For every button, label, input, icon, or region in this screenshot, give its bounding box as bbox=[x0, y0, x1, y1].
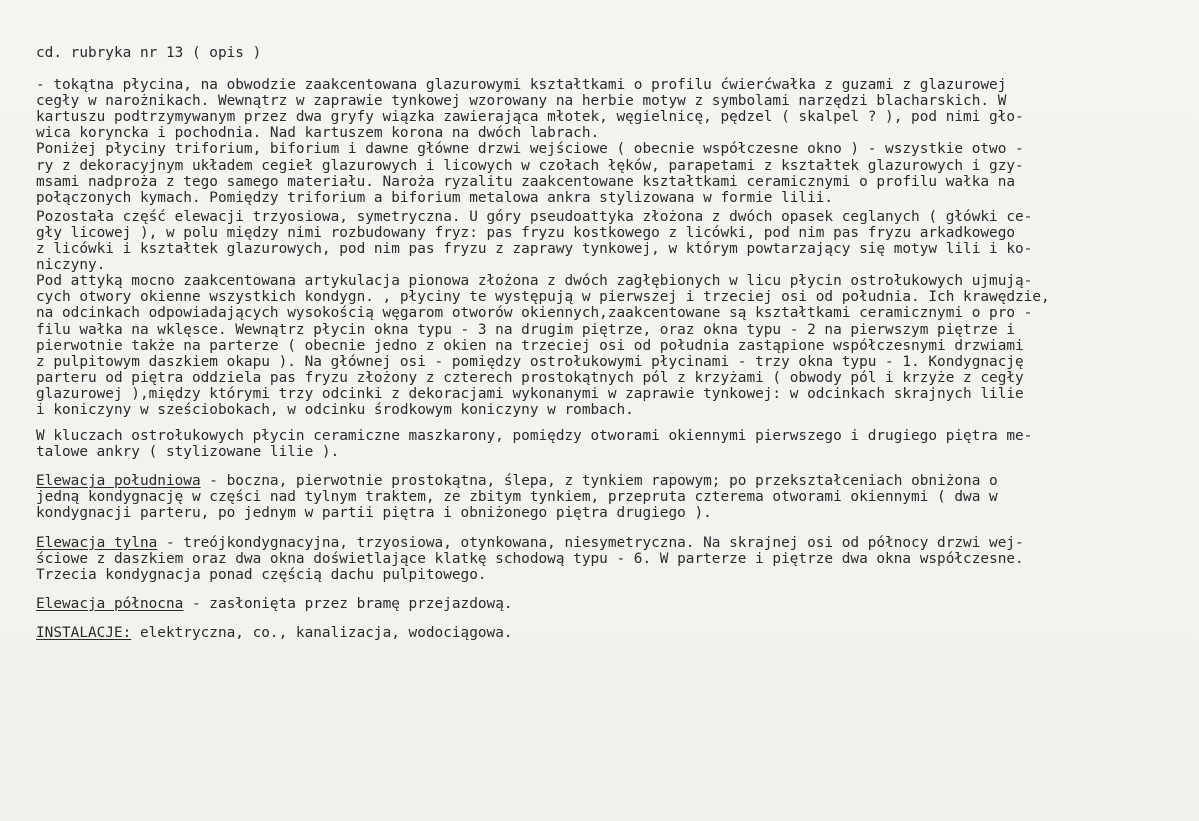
text-line: ry z dekoracyjnym układem cegieł glazurowych i licowych w czołach łęków, parapetami z kształtek glazurowych i gzy- bbox=[36, 157, 1024, 174]
text-line: z pulpitowym daszkiem okapu ). Na głównej osi - pomiędzy ostrołukowymi płycinami - trzy okna typu - 1. Kondygnację bbox=[36, 353, 1024, 370]
text-line: cegły w narożnikach. Wewnątrz w zaprawie tynkowej wzorowany na herbie motyw z symbolami narzędzi blacharskich. W bbox=[36, 93, 1007, 110]
text-line: - tokątna płycina, na obwodzie zaakcentowana glazurowymi kształtkami o profilu ćwierćwałka z guzami z glazurowej bbox=[36, 77, 1007, 94]
text-line: ściowe z daszkiem oraz dwa okna doświetlające klatkę schodową typu - 6. W parterze i piętrze dwa okna współczesne. bbox=[36, 550, 1024, 567]
section-label: Elewacja północna bbox=[36, 595, 184, 612]
text-line: pierwotnie także na parterze ( obecnie jedno z okien na trzeciej osi od południa zastąpione współczesnymi drzwiami bbox=[36, 337, 1024, 354]
text-line: Elewacja północna - zasłonięta przez bramę przejazdową. bbox=[36, 595, 513, 612]
text-line: cych otwory okienne wszystkich kondygn. , płyciny te występują w pierwszej i trzeciej osi od południa. Ich krawędzie, bbox=[36, 289, 1050, 306]
paragraph-2 bbox=[36, 141, 1196, 205]
text-line: gły licowej ), w polu między nimi rozbudowany fryz: pas fryzu kostkowego z licówki, pod nim pas fryzu arkadkowego bbox=[36, 224, 1016, 241]
text-line: kondygnacji parteru, po jednym w partii piętra i obniżonego piętra drugiego ). bbox=[36, 505, 712, 522]
text-line: wica koryncka i pochodnia. Nad kartuszem korona na dwóch labrach. bbox=[36, 125, 600, 142]
text-line: INSTALACJE: elektryczna, co., kanalizacja, wodociągowa. bbox=[36, 624, 513, 641]
text-line: z licówki i kształtek glazurowych, pod nim pas fryzu z zaprawy tynkowej, w którym powtarzający się motyw lili i ko- bbox=[36, 241, 1033, 258]
paragraph-3 bbox=[36, 209, 1196, 273]
text-line: połączonych kymach. Pomiędzy triforium a biforium metalowa ankra stylizowana w formie lilii. bbox=[36, 189, 834, 206]
paragraph-4 bbox=[36, 273, 1196, 418]
typed-text-block bbox=[36, 45, 1196, 641]
text-line: parteru od piętra oddziela pas fryzu złożony z czterech prostokątnych pól z krzyżami ( obwody pól i krzyże z cegły bbox=[36, 369, 1024, 386]
text-line: Trzecia kondygnacja ponad częścią dachu pulpitowego. bbox=[36, 566, 487, 583]
section-north-elevation bbox=[36, 596, 1196, 612]
section-south-elevation bbox=[36, 473, 1196, 521]
text-line: W kluczach ostrołukowych płycin ceramiczne maszkarony, pomiędzy otworami okiennymi pierwszego i drugiego piętra me- bbox=[36, 428, 1033, 445]
text-line: i koniczyny w sześciobokach, w odcinku środkowym koniczyny w rombach. bbox=[36, 401, 634, 418]
text-line: Poniżej płyciny triforium, biforium i dawne główne drzwi wejściowe ( obecnie współczesne okno ) - wszystkie otwo - bbox=[36, 141, 1024, 158]
text-line: glazurowej ),między którymi trzy odcinki z dekoracjami wykonanymi w zaprawie tynkowej: w odcinkach skrajnych lilie bbox=[36, 385, 1024, 402]
text-line: niczyny. bbox=[36, 257, 106, 274]
section-label: Elewacja tylna bbox=[36, 534, 158, 551]
text-line: msami nadproża z tego samego materiału. Naroża ryzalitu zaakcentowane kształtkami ceramicznymi o profilu wałka na bbox=[36, 173, 1016, 190]
section-label: INSTALACJE: bbox=[36, 624, 132, 641]
text-line: na odcinkach odpowiadających wysokością węgarom otworów okiennych,zaakcentowane są kształtkami ceramicznymi o pro - bbox=[36, 305, 1033, 322]
card-header: cd. rubryka nr 13 ( opis ) bbox=[36, 45, 262, 61]
text-line: Pod attyką mocno zaakcentowana artykulacja pionowa złożona z dwóch zagłębionych w licu płycin ostrołukowych ujmują- bbox=[36, 273, 1033, 290]
text-line: talowe ankry ( stylizowane lilie ). bbox=[36, 444, 340, 461]
section-rear-elevation bbox=[36, 535, 1196, 583]
text-line: filu wałka na wklęsce. Wewnątrz płycin okna typu - 3 na drugim piętrze, oraz okna typu - 2 na pierwszym piętrze i bbox=[36, 321, 1016, 338]
paragraph-1 bbox=[36, 77, 1196, 141]
section-label: Elewacja południowa bbox=[36, 473, 201, 490]
text-line: Elewacja tylna - treójkondygnacyjna, trzyosiowa, otynkowana, niesymetryczna. Na skrajnej osi od północy drzwi wej- bbox=[36, 534, 1024, 551]
section-installations bbox=[36, 625, 1196, 641]
text-line: jedną kondygnację w części nad tylnym traktem, ze zbitym tynkiem, przeprutа czterema otworami okiennymi ( dwa w bbox=[36, 489, 998, 506]
text-line: Elewacja południowa - boczna, pierwotnie prostokątna, ślepa, z tynkiem rapowym; po przekształceniach obniżona o bbox=[36, 473, 998, 490]
paragraph-5 bbox=[36, 428, 1196, 460]
text-line: kartuszu podtrzymywanym przez dwa gryfy wiązka zawierająca młotek, węgielnicę, pędzel ( skalpel ? ), pod nimi gło- bbox=[36, 109, 1024, 126]
text-line: Pozostała część elewacji trzyosiowa, symetryczna. U góry pseudoattyka złożona z dwóch opasek ceglanych ( główki ce- bbox=[36, 208, 1033, 225]
